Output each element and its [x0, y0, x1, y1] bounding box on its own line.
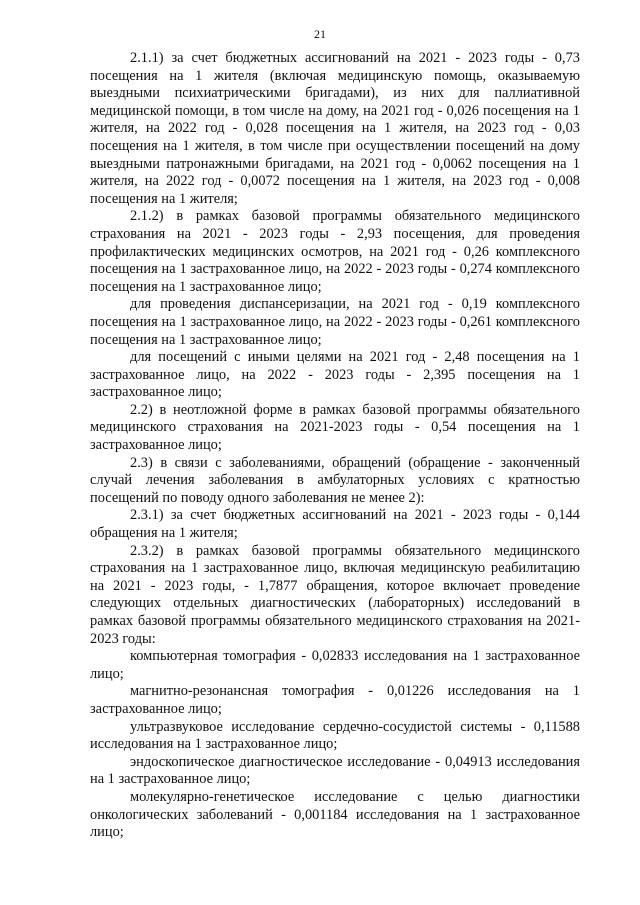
paragraph-ct: компьютерная томография - 0,02833 исследования на 1 застрахованное лицо;: [90, 648, 580, 682]
document-body: [90, 50, 580, 842]
paragraph-ultrasound: ультразвуковое исследование сердечно-сосудистой системы - 0,11588 исследования на 1 застрахованное лицо;: [90, 718, 580, 753]
paragraph-2-1-2: 2.1.2) в рамках базовой программы обязательного медицинского страхования на 2021 - 2023 годы - 2,93 посещения, для проведения профилактических медицинских осмотров, на 2021 год - 0,26 комплексного посещения на 1 застрахованное лицо, на 2022 - 2023 годы - 0,274 комплексного посещения на 1 застрахованное лицо;: [90, 208, 580, 295]
paragraph-dispanserization: для проведения диспансеризации, на 2021 год - 0,19 комплексного посещения на 1 застрахованное лицо, на 2022 - 2023 годы - 0,261 комплексного посещения на 1 застрахованное лицо;: [90, 296, 580, 348]
paragraph-molecular-genetic: молекулярно-генетическое исследование с целью диагностики онкологических заболеваний - 0,001184 исследования на 1 застрахованное лицо;: [90, 788, 580, 841]
paragraph-mri: магнитно-резонансная томография - 0,01226 исследования на 1 застрахованное лицо;: [90, 683, 580, 717]
paragraph-2-1-1: 2.1.1) за счет бюджетных ассигнований на 2021 - 2023 годы - 0,73 посещения на 1 жителя (включая медицинскую помощь, оказываемую выездными психиатрическими бригадами), из них для паллиативной медицинской помощи, в том числе на дому, на 2021 год - 0,026 посещения на 1 жителя, на 2022 год - 0,028 посещения на 1 жителя, на 2023 год - 0,03 посещения на 1 жителя, в том числе при осуществлении посещений на дому выездными патронажными бригадами, на 2021 год - 0,0062 посещения на 1 жителя, на 2022 год - 0,0072 посещения на 1 жителя, на 2023 год - 0,008 посещения на 1 жителя;: [90, 50, 580, 207]
page-number: 21: [314, 27, 326, 41]
paragraph-2-3: 2.3) в связи с заболеваниями, обращений (обращение - законченный случай лечения заболевания в амбулаторных условиях с кратностью посещений по поводу одного заболевания не менее 2):: [90, 454, 580, 506]
paragraph-2-3-1: 2.3.1) за счет бюджетных ассигнований на 2021 - 2023 годы - 0,144 обращения на 1 жителя;: [90, 507, 580, 542]
paragraph-other-visits: для посещений с иными целями на 2021 год - 2,48 посещения на 1 застрахованное лицо, на 2022 - 2023 годы - 2,395 посещения на 1 застрахованное лицо;: [90, 349, 580, 401]
paragraph-endoscopy: эндоскопическое диагностическое исследование - 0,04913 исследования на 1 застрахованное лицо;: [90, 753, 580, 788]
paragraph-2-3-2: 2.3.2) в рамках базовой программы обязательного медицинского страхования на 1 застрахованное лицо, включая медицинскую реабилитацию на 2021 - 2023 годы, - 1,7877 обращения, которое включает проведение следующих отдельных диагностических (лабораторных) исследований в рамках базовой программы обязательного медицинского страхования на 2021-2023 годы:: [90, 542, 580, 647]
paragraph-2-2: 2.2) в неотложной форме в рамках базовой программы обязательного медицинского страхования на 2021-2023 годы - 0,54 посещения на 1 застрахованное лицо;: [90, 401, 580, 454]
